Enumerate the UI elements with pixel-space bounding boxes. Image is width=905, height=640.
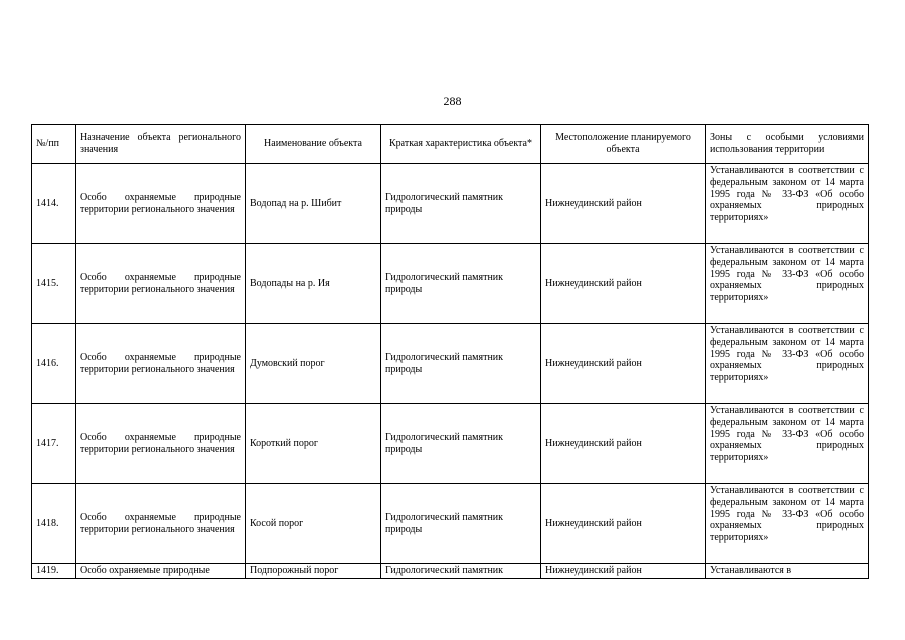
row-zones: Устанавливаются в соответствии с федеральным законом от 14 марта 1995 года № 33-ФЗ «Об особо охраняемых природных территориях» xyxy=(706,244,869,324)
row-characteristic: Гидрологический памятник природы xyxy=(381,484,541,564)
row-num: 1418. xyxy=(32,484,76,564)
row-location: Нижнеудинский район xyxy=(541,484,706,564)
row-characteristic: Гидрологический памятник природы xyxy=(381,244,541,324)
row-characteristic: Гидрологический памятник природы xyxy=(381,164,541,244)
header-location: Местоположение планируемого объекта xyxy=(541,125,706,164)
header-characteristic: Краткая характеристика объекта* xyxy=(381,125,541,164)
row-num: 1419. xyxy=(32,564,76,579)
table-row xyxy=(32,564,869,579)
row-location: Нижнеудинский район xyxy=(541,324,706,404)
row-name: Водопады на р. Ия xyxy=(246,244,381,324)
row-num: 1417. xyxy=(32,404,76,484)
row-num: 1415. xyxy=(32,244,76,324)
row-num: 1416. xyxy=(32,324,76,404)
header-name: Наименование объекта xyxy=(246,125,381,164)
row-location: Нижнеудинский район xyxy=(541,404,706,484)
row-purpose: Особо охраняемые природные территории регионального значения xyxy=(76,244,246,324)
table-row xyxy=(32,164,869,244)
row-location: Нижнеудинский район xyxy=(541,164,706,244)
row-purpose: Особо охраняемые природные территории регионального значения xyxy=(76,164,246,244)
row-name: Думовский порог xyxy=(246,324,381,404)
table-header-row xyxy=(32,125,869,164)
row-name: Косой порог xyxy=(246,484,381,564)
row-name: Подпорожный порог xyxy=(246,564,381,579)
row-characteristic: Гидрологический памятник природы xyxy=(381,404,541,484)
row-zones: Устанавливаются в соответствии с федеральным законом от 14 марта 1995 года № 33-ФЗ «Об особо охраняемых природных территориях» xyxy=(706,324,869,404)
row-purpose: Особо охраняемые природные территории регионального значения xyxy=(76,324,246,404)
page-number: 288 xyxy=(443,94,462,108)
row-location: Нижнеудинский район xyxy=(541,244,706,324)
header-purpose: Назначение объекта регионального значения xyxy=(76,125,246,164)
header-zones: Зоны с особыми условиями использования территории xyxy=(706,125,869,164)
row-purpose: Особо охраняемые природные территории регионального значения xyxy=(76,484,246,564)
row-zones: Устанавливаются в xyxy=(706,564,869,579)
row-zones: Устанавливаются в соответствии с федеральным законом от 14 марта 1995 года № 33-ФЗ «Об особо охраняемых природных территориях» xyxy=(706,404,869,484)
table-row xyxy=(32,484,869,564)
table-row xyxy=(32,244,869,324)
row-name: Короткий порог xyxy=(246,404,381,484)
row-location: Нижнеудинский район xyxy=(541,564,706,579)
row-characteristic: Гидрологический памятник xyxy=(381,564,541,579)
row-characteristic: Гидрологический памятник природы xyxy=(381,324,541,404)
row-purpose: Особо охраняемые природные территории регионального значения xyxy=(76,404,246,484)
row-zones: Устанавливаются в соответствии с федеральным законом от 14 марта 1995 года № 33-ФЗ «Об особо охраняемых природных территориях» xyxy=(706,484,869,564)
header-num: №/пп xyxy=(32,125,76,164)
row-zones: Устанавливаются в соответствии с федеральным законом от 14 марта 1995 года № 33-ФЗ «Об особо охраняемых природных территориях» xyxy=(706,164,869,244)
row-name: Водопад на р. Шибит xyxy=(246,164,381,244)
row-num: 1414. xyxy=(32,164,76,244)
objects-table xyxy=(31,124,869,579)
table-row xyxy=(32,404,869,484)
table-row xyxy=(32,324,869,404)
row-purpose: Особо охраняемые природные xyxy=(76,564,246,579)
